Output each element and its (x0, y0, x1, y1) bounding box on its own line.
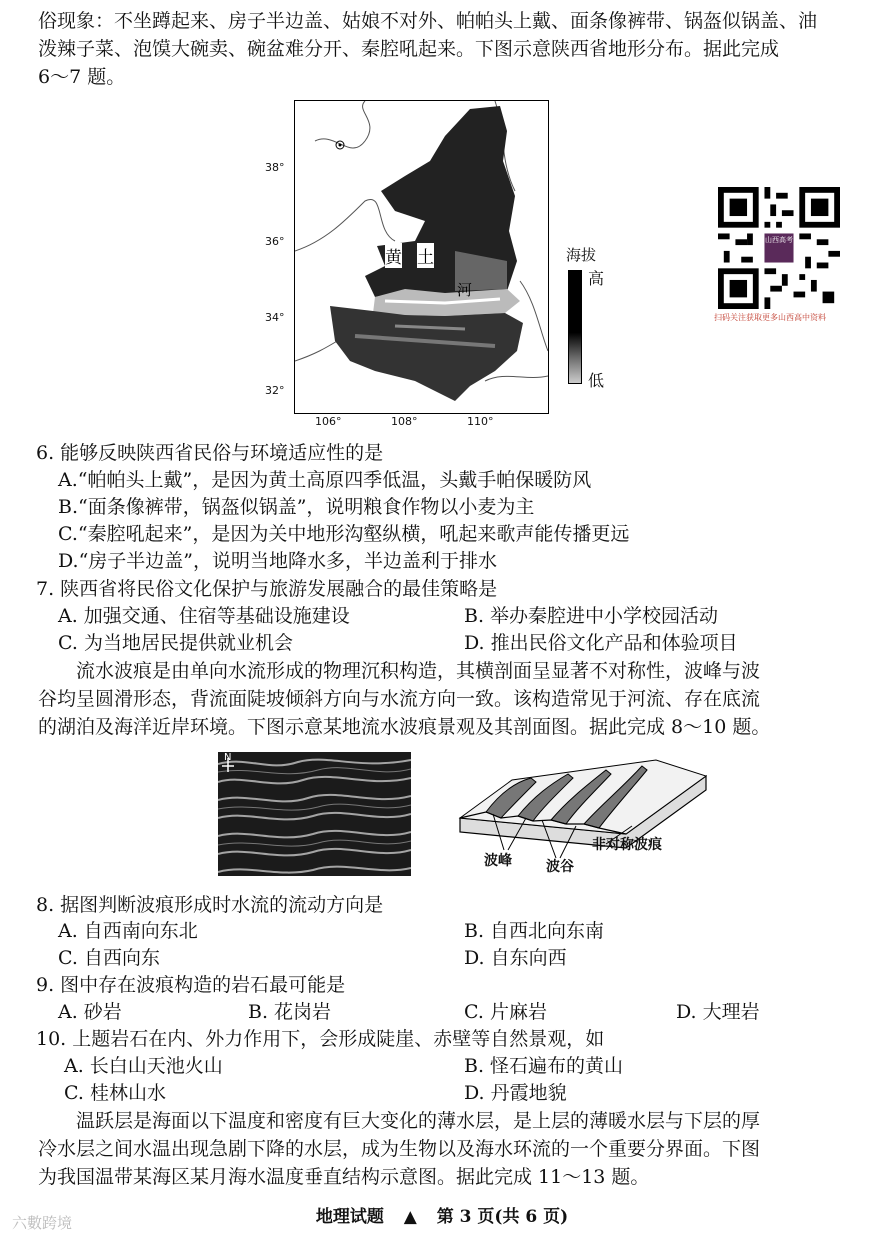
triangle-icon: ▲ (403, 1207, 417, 1227)
q6-option-a[interactable]: A.“帕帕头上戴”，是因为黄土高原四季低温，头戴手帕保暖防风 (58, 469, 592, 491)
legend-bar (568, 270, 582, 384)
q6-option-b[interactable]: B.“面条像裤带，锅盔似锅盖”，说明粮食作物以小麦为主 (58, 496, 535, 518)
ripple-intro-line-2: 谷均呈圆滑形态，背流面陡坡倾斜方向与水流方向一致。该构造常见于河流、存在底流 (38, 688, 761, 710)
q7-option-c[interactable]: C. 为当地居民提供就业机会 (58, 632, 293, 654)
label-trough: 波谷 (546, 859, 574, 875)
q7-option-b[interactable]: B. 举办秦腔进中小学校园活动 (464, 605, 719, 627)
q7-option-a[interactable]: A. 加强交通、住宿等基础设施建设 (58, 605, 350, 627)
q10-option-b[interactable]: B. 怪石遍布的黄山 (464, 1055, 624, 1077)
label-crest: 波峰 (484, 853, 512, 869)
q8-stem: 8. 据图判断波痕形成时水流的流动方向是 (36, 894, 384, 916)
north-arrow-label: N (224, 752, 232, 763)
intro-line-2: 泼辣子菜、泡馍大碗卖、碗盆难分开、秦腔吼起来。下图示意陕西省地形分布。据此完成 (38, 38, 780, 60)
q7-stem: 7. 陕西省将民俗文化保护与旅游发展融合的最佳策略是 (36, 578, 498, 600)
intro-line-1: 俗现象：不坐蹲起来、房子半边盖、姑娘不对外、帕帕头上戴、面条像裤带、锅盔似锅盖、油 (38, 10, 818, 32)
lon-label-106: 106° (315, 415, 342, 428)
thermo-intro-line-1: 温跃层是海面以下温度和密度有巨大变化的薄水层，是上层的薄暖水层与下层的厚 (76, 1110, 761, 1132)
shaanxi-terrain-map (265, 100, 549, 428)
q9-option-c[interactable]: C. 片麻岩 (464, 1001, 547, 1023)
q8-option-a[interactable]: A. 自西南向东北 (58, 920, 198, 942)
map-text-tu: 土 (417, 243, 434, 268)
lat-label-32: 32° (265, 384, 285, 397)
footer-page-number: 第 3 页(共 6 页) (436, 1207, 569, 1227)
page-footer (0, 1202, 884, 1227)
lon-label-110: 110° (467, 415, 494, 428)
watermark-logo: 六數跨境 (12, 1214, 73, 1232)
thermo-intro-line-3: 为我国温带某海区某月海水温度垂直结构示意图。据此完成 11～13 题。 (38, 1166, 650, 1188)
q6-option-c[interactable]: C.“秦腔吼起来”，是因为关中地形沟壑纵横，吼起来歌声能传播更远 (58, 523, 630, 545)
q9-option-a[interactable]: A. 砂岩 (58, 1001, 122, 1023)
footer-subject: 地理试题 (315, 1207, 384, 1227)
legend-low: 低 (588, 371, 605, 390)
label-asymmetric-ripple: 非对称波痕 (592, 837, 662, 853)
q6-stem: 6. 能够反映陕西省民俗与环境适应性的是 (36, 442, 384, 464)
q10-option-a[interactable]: A. 长白山天池火山 (64, 1055, 223, 1077)
qr-center-label: 山西高考 (765, 236, 793, 244)
qr-caption: 扫码关注获取更多山西高中资料 (714, 313, 826, 322)
lat-label-38: 38° (265, 161, 285, 174)
legend-high: 高 (588, 269, 605, 288)
q10-option-c[interactable]: C. 桂林山水 (64, 1082, 166, 1104)
q8-option-b[interactable]: B. 自西北向东南 (464, 920, 605, 942)
thermo-intro-line-2: 冷水层之间水温出现急剧下降的水层，成为生物以及海水环流的一个重要分界面。下图 (38, 1138, 761, 1160)
ripple-intro-line-1: 流水波痕是由单向水流形成的物理沉积构造，其横剖面呈显著不对称性，波峰与波 (76, 660, 761, 682)
ripple-photo (218, 752, 411, 876)
lon-label-108: 108° (391, 415, 418, 428)
q9-option-d[interactable]: D. 大理岩 (676, 1001, 760, 1023)
lat-label-34: 34° (265, 311, 285, 324)
q8-option-c[interactable]: C. 自西向东 (58, 947, 160, 969)
intro-line-3: 6～7 题。 (38, 66, 126, 88)
map-text-huang: 黄 (385, 243, 402, 268)
legend-title: 海拔 (566, 246, 597, 264)
q8-option-d[interactable]: D. 自东向西 (464, 947, 567, 969)
lat-label-36: 36° (265, 235, 285, 248)
q7-option-d[interactable]: D. 推出民俗文化产品和体验项目 (464, 632, 738, 654)
ripple-intro-line-3: 的湖泊及海洋近岸环境。下图示意某地流水波痕景观及其剖面图。据此完成 8～10 题。 (38, 716, 771, 738)
q10-stem: 10. 上题岩石在内、外力作用下，会形成陡崖、赤壁等自然景观，如 (36, 1028, 605, 1050)
map-text-he: 河 (457, 281, 473, 299)
q6-option-d[interactable]: D.“房子半边盖”，说明当地降水多，半边盖利于排水 (58, 550, 498, 572)
q9-stem: 9. 图中存在波痕构造的岩石最可能是 (36, 974, 346, 996)
q10-option-d[interactable]: D. 丹霞地貌 (464, 1082, 567, 1104)
qr-code-icon[interactable] (718, 187, 840, 309)
q9-option-b[interactable]: B. 花岗岩 (248, 1001, 332, 1023)
